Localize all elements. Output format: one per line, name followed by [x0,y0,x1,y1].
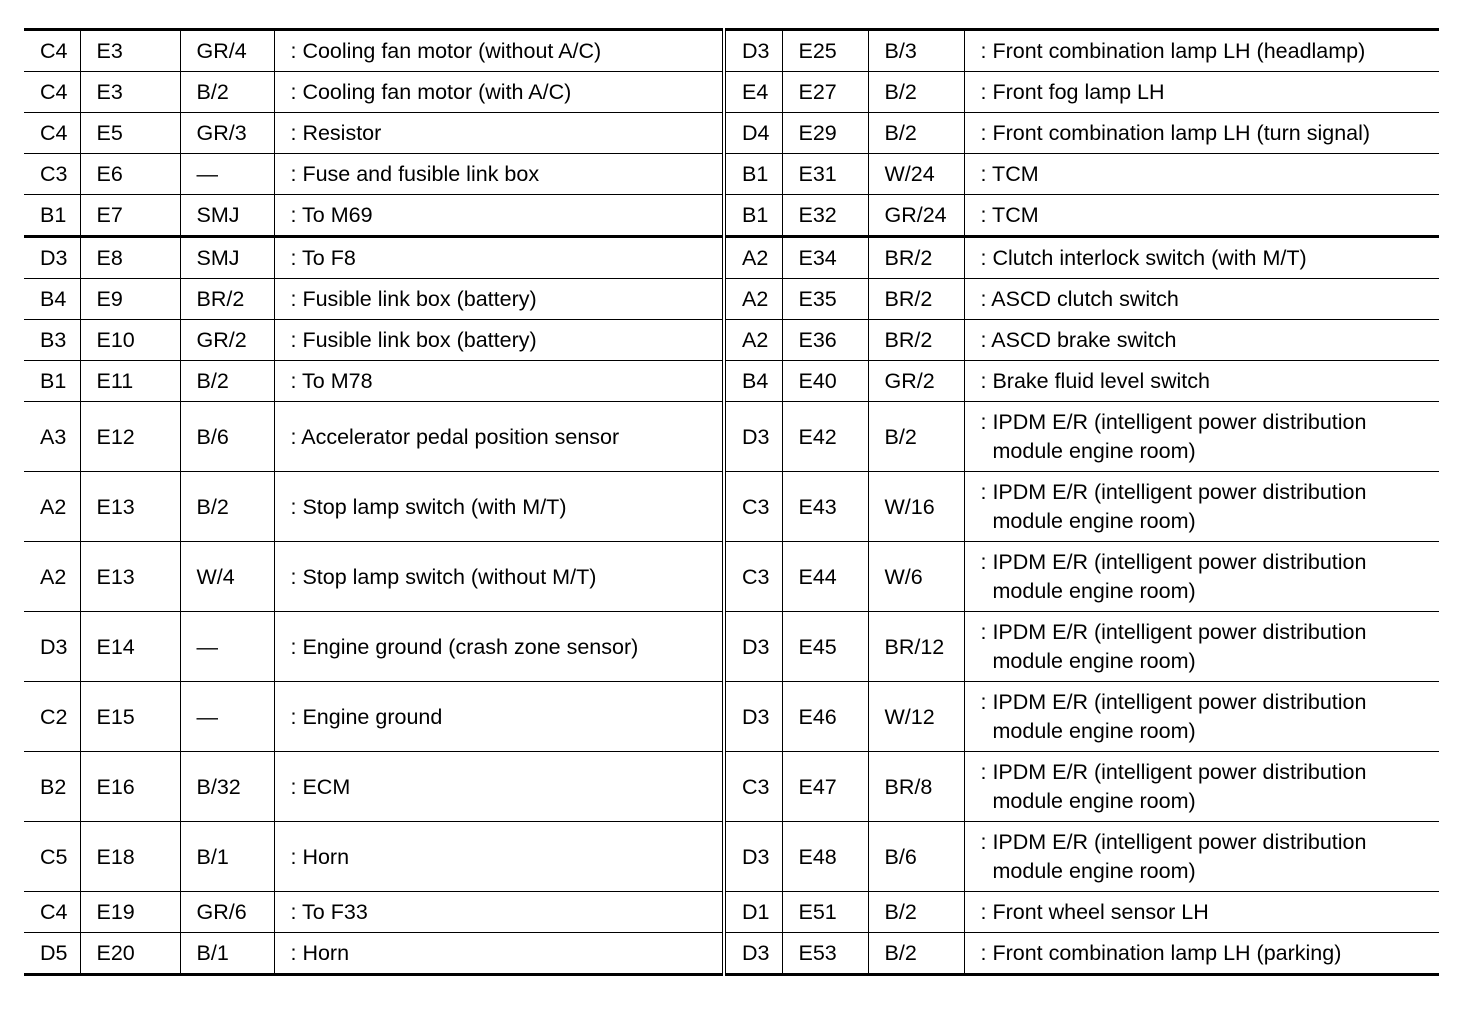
left-color-pins-cell: B/1 [180,822,274,892]
left-grid-ref-cell: A3 [24,402,80,472]
right-color-pins-cell: BR/2 [868,279,964,320]
left-connector-no-cell: E13 [80,472,180,542]
right-color-pins-cell: W/16 [868,472,964,542]
left-description-cell [274,682,724,752]
right-color-pins-cell: B/2 [868,892,964,933]
left-description-text: : Horn [290,844,350,869]
right-description-cell [964,72,1439,113]
right-grid-ref-cell: D3 [724,933,782,975]
right-connector-no-cell: E44 [782,542,868,612]
left-connector-no-cell: E13 [80,542,180,612]
left-connector-no-cell: E18 [80,822,180,892]
right-description-text: : IPDM E/R (intelligent power distribution module engine room) [980,690,1367,743]
left-color-pins-cell: — [180,682,274,752]
left-description-text: : To F33 [290,900,368,924]
right-color-pins-cell: BR/2 [868,237,964,279]
left-color-pins-cell: — [180,612,274,682]
right-grid-ref-cell: A2 [724,237,782,279]
right-connector-no-cell: E35 [782,279,868,320]
left-connector-no-cell: E20 [80,933,180,975]
right-description-text: : ASCD clutch switch [980,287,1179,311]
left-grid-ref-cell: A2 [24,542,80,612]
right-grid-ref-cell: D3 [724,612,782,682]
right-description-cell [964,320,1439,361]
left-color-pins-cell: GR/3 [180,113,274,154]
right-description-text: : Clutch interlock switch (with M/T) [980,246,1307,270]
right-description-cell [964,279,1439,320]
right-connector-no-cell: E43 [782,472,868,542]
right-connector-no-cell: E32 [782,195,868,237]
left-connector-no-cell: E7 [80,195,180,237]
right-connector-no-cell: E40 [782,361,868,402]
left-description-text: : Fusible link box (battery) [290,287,537,311]
left-description-cell [274,542,724,612]
right-description-text: : IPDM E/R (intelligent power distribution module engine room) [980,480,1367,533]
left-description-text: : Cooling fan motor (with A/C) [290,80,572,104]
right-grid-ref-cell: C3 [724,472,782,542]
right-description-text: : Front wheel sensor LH [980,900,1209,924]
right-description-cell [964,154,1439,195]
table-row [24,72,1439,113]
left-grid-ref-cell: D3 [24,612,80,682]
left-description-text: : Accelerator pedal position sensor [290,424,620,449]
right-color-pins-cell: B/2 [868,113,964,154]
right-description-cell [964,472,1439,542]
left-grid-ref-cell: B1 [24,195,80,237]
table-row [24,472,1439,542]
left-description-text: : Engine ground [290,704,443,729]
left-grid-ref-cell: B2 [24,752,80,822]
left-description-text: : Cooling fan motor (without A/C) [290,39,602,63]
left-grid-ref-cell: C2 [24,682,80,752]
left-connector-no-cell: E11 [80,361,180,402]
right-color-pins-cell: B/2 [868,402,964,472]
table-row [24,682,1439,752]
right-description-text: : Front combination lamp LH (turn signal) [980,121,1371,145]
table-row [24,612,1439,682]
right-connector-no-cell: E42 [782,402,868,472]
left-grid-ref-cell: C5 [24,822,80,892]
left-color-pins-cell: GR/6 [180,892,274,933]
left-description-cell [274,822,724,892]
right-color-pins-cell: B/2 [868,72,964,113]
left-grid-ref-cell: A2 [24,472,80,542]
right-description-text: : IPDM E/R (intelligent power distribution module engine room) [980,830,1367,883]
table-row [24,752,1439,822]
left-connector-no-cell: E15 [80,682,180,752]
left-grid-ref-cell: B3 [24,320,80,361]
left-description-text: : Engine ground (crash zone sensor) [290,634,639,659]
left-description-text: : Fuse and fusible link box [290,162,540,186]
right-description-cell [964,682,1439,752]
left-description-cell [274,237,724,279]
left-connector-no-cell: E3 [80,72,180,113]
left-description-text: : Stop lamp switch (without M/T) [290,564,597,589]
left-grid-ref-cell: C3 [24,154,80,195]
right-grid-ref-cell: D4 [724,113,782,154]
table-row [24,402,1439,472]
right-description-text: : IPDM E/R (intelligent power distribution module engine room) [980,550,1367,603]
right-color-pins-cell: GR/24 [868,195,964,237]
right-color-pins-cell: BR/8 [868,752,964,822]
left-description-cell [274,472,724,542]
right-connector-no-cell: E53 [782,933,868,975]
right-connector-no-cell: E36 [782,320,868,361]
left-color-pins-cell: B/2 [180,72,274,113]
left-description-cell [274,279,724,320]
left-grid-ref-cell: B4 [24,279,80,320]
left-description-text: : Fusible link box (battery) [290,328,537,352]
right-connector-no-cell: E34 [782,237,868,279]
left-color-pins-cell: B/2 [180,361,274,402]
right-description-text: : IPDM E/R (intelligent power distribution module engine room) [980,620,1367,673]
right-description-text: : Front fog lamp LH [980,80,1165,104]
left-connector-no-cell: E5 [80,113,180,154]
right-connector-no-cell: E45 [782,612,868,682]
table-row [24,892,1439,933]
left-description-cell [274,612,724,682]
left-grid-ref-cell: D5 [40,941,68,965]
right-grid-ref-cell: B1 [724,154,782,195]
left-connector-no-cell: E10 [80,320,180,361]
left-grid-ref-cell: C4 [24,113,80,154]
right-grid-ref-cell: C3 [724,542,782,612]
right-color-pins-cell: BR/2 [868,320,964,361]
left-color-pins-cell: — [180,154,274,195]
left-description-text: : To F8 [290,246,356,270]
left-grid-ref-cell: B1 [24,361,80,402]
left-color-pins-cell: B/1 [180,933,274,975]
right-description-cell [964,30,1439,72]
table-row [24,154,1439,195]
right-connector-no-cell: E29 [782,113,868,154]
right-color-pins-cell: GR/2 [868,361,964,402]
right-description-text: : Front combination lamp LH (headlamp) [980,39,1366,63]
left-connector-no-cell: E16 [80,752,180,822]
right-description-cell [964,892,1439,933]
left-description-cell [274,30,724,72]
table-row [24,822,1439,892]
right-connector-no-cell: E47 [782,752,868,822]
right-grid-ref-cell: D3 [724,822,782,892]
right-description-cell [964,237,1439,279]
left-description-cell [274,195,724,237]
right-description-cell [964,402,1439,472]
table-row [24,933,1439,975]
right-color-pins-cell: W/12 [868,682,964,752]
right-grid-ref-cell: C3 [724,752,782,822]
left-color-pins-cell: SMJ [180,195,274,237]
left-description-cell [274,154,724,195]
left-color-pins-cell: B/6 [180,402,274,472]
left-description-cell [274,361,724,402]
right-color-pins-cell: B/2 [868,933,964,975]
left-description-text: : Horn [290,941,350,965]
left-grid-ref-cell: D3 [24,237,80,279]
left-grid-ref-cell: C4 [24,72,80,113]
right-grid-ref-cell: D3 [724,402,782,472]
left-description-cell [274,113,724,154]
left-connector-no-cell: E6 [80,154,180,195]
right-description-cell [964,612,1439,682]
right-connector-no-cell: E51 [782,892,868,933]
right-connector-no-cell: E31 [782,154,868,195]
right-connector-no-cell: E46 [782,682,868,752]
table-row [24,320,1439,361]
table-body [24,30,1439,975]
left-grid-ref-cell: C4 [24,892,80,933]
left-connector-no-cell: E9 [80,279,180,320]
table-row [24,237,1439,279]
left-color-pins-cell: SMJ [180,237,274,279]
right-grid-ref-cell: D3 [724,30,782,72]
table-row [24,361,1439,402]
right-color-pins-cell: W/6 [868,542,964,612]
left-description-cell [274,72,724,113]
left-connector-no-cell: E14 [80,612,180,682]
right-description-text: : Brake fluid level switch [980,369,1210,393]
left-description-cell [274,933,724,975]
right-description-text: : IPDM E/R (intelligent power distribution module engine room) [980,760,1367,813]
left-description-text: : ECM [290,774,351,799]
connector-table [24,28,1439,976]
left-description-cell [274,752,724,822]
right-description-cell [964,933,1439,975]
table-row [24,30,1439,72]
right-connector-no-cell: E48 [782,822,868,892]
left-color-pins-cell: GR/4 [180,30,274,72]
right-description-cell [964,361,1439,402]
left-description-cell [274,892,724,933]
right-grid-ref-cell: E4 [724,72,782,113]
right-grid-ref-cell: B1 [724,195,782,237]
left-connector-no-cell: E3 [80,30,180,72]
right-description-text: : IPDM E/R (intelligent power distribution module engine room) [980,410,1367,463]
right-color-pins-cell: B/3 [868,30,964,72]
left-description-text: : Resistor [290,121,382,145]
left-grid-ref-cell: C4 [24,30,80,72]
table-row [24,542,1439,612]
right-grid-ref-cell: A2 [724,279,782,320]
left-color-pins-cell: B/32 [180,752,274,822]
right-color-pins-cell: B/6 [868,822,964,892]
left-description-cell [274,402,724,472]
right-connector-no-cell: E25 [782,30,868,72]
table-row [24,113,1439,154]
right-description-text: : ASCD brake switch [980,328,1177,352]
right-color-pins-cell: BR/12 [868,612,964,682]
right-description-cell [964,113,1439,154]
right-description-text: : TCM [980,162,1039,186]
left-description-text: : To M78 [290,369,373,393]
left-color-pins-cell: W/4 [180,542,274,612]
left-connector-no-cell: E8 [80,237,180,279]
right-grid-ref-cell: A2 [724,320,782,361]
left-color-pins-cell: GR/2 [180,320,274,361]
left-color-pins-cell: B/2 [180,472,274,542]
table-row [24,279,1439,320]
right-grid-ref-cell: B4 [724,361,782,402]
left-description-text: : To M69 [290,203,373,227]
left-connector-no-cell: E19 [80,892,180,933]
right-description-text: : Front combination lamp LH (parking) [980,941,1342,965]
left-connector-no-cell: E12 [80,402,180,472]
left-color-pins-cell: BR/2 [180,279,274,320]
right-description-text: : TCM [980,203,1039,227]
right-grid-ref-cell: D1 [724,892,782,933]
right-color-pins-cell: W/24 [868,154,964,195]
table-row [24,195,1439,237]
right-description-cell [964,195,1439,237]
right-connector-no-cell: E27 [782,72,868,113]
right-description-cell [964,542,1439,612]
left-description-cell [274,320,724,361]
left-description-text: : Stop lamp switch (with M/T) [290,494,567,519]
right-grid-ref-cell: D3 [724,682,782,752]
right-description-cell [964,822,1439,892]
right-description-cell [964,752,1439,822]
